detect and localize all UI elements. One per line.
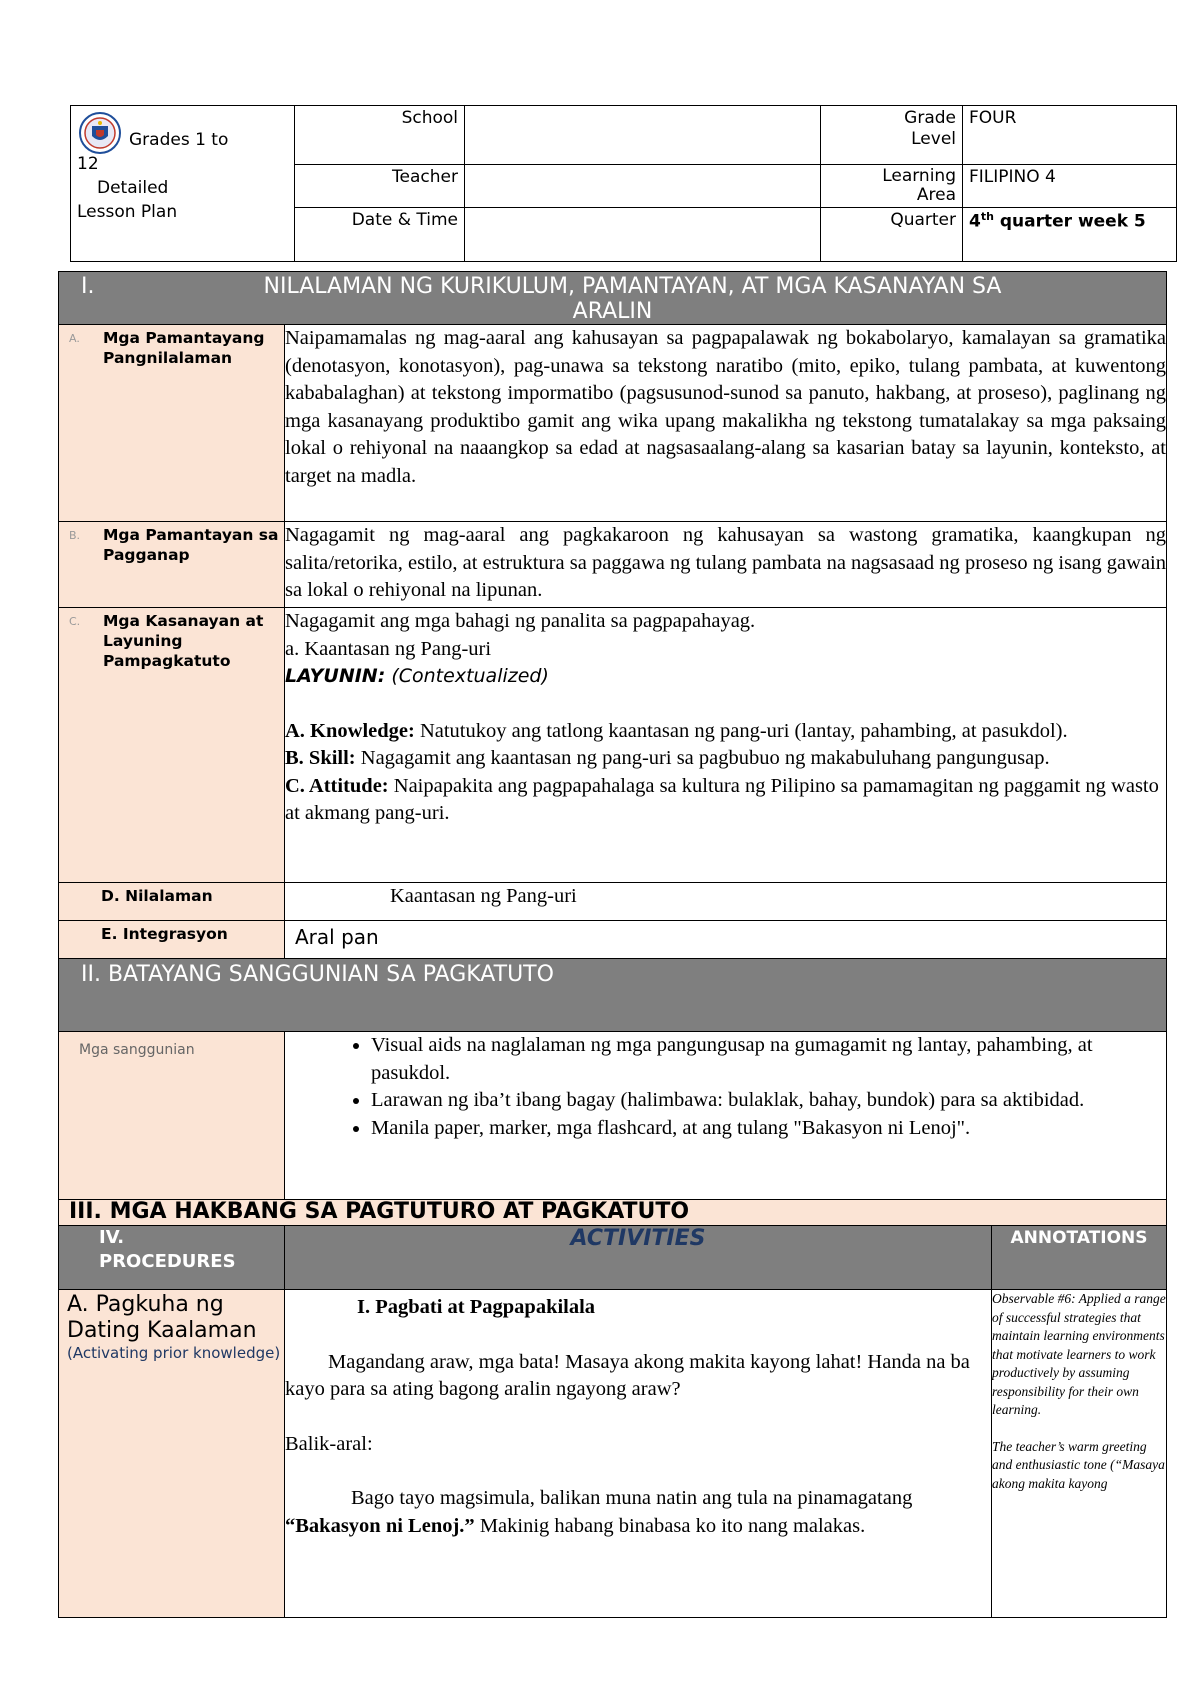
brand-line-2: 12 xyxy=(77,154,99,174)
annotation-observable: Observable #6: Applied a range of successful strategies that maintain learning environments that motivate learners to work productively by assuming responsibility for their own learning. xyxy=(992,1291,1166,1417)
date-time-label: Date & Time xyxy=(295,208,465,262)
reference-item: • Manila paper, marker, mga flashcard, at ang tulang "Bakasyon ni Lenoj". xyxy=(371,1115,1156,1143)
reference-item: • Larawan ng iba’t ibang bagay (halimbawa: bulaklak, bahay, bundok) para sa aktibidad. xyxy=(371,1087,1156,1115)
content-standards-label xyxy=(59,325,285,522)
review-text-2: Makinig habang binabasa ko ito nang malakas. xyxy=(474,1514,866,1537)
lesson-table xyxy=(58,271,1167,1618)
date-time-value xyxy=(465,208,821,262)
section-1-number: I. xyxy=(81,274,95,299)
references-list xyxy=(285,1032,1167,1200)
area-label-line-1: Learning xyxy=(882,166,956,186)
content-text: Kaantasan ng Pang-uri xyxy=(285,883,1167,921)
teacher-label: Teacher xyxy=(295,165,465,208)
learning-competencies-text xyxy=(285,608,1167,883)
learning-area-label xyxy=(821,165,963,208)
row-a-letter: A. xyxy=(69,332,80,345)
procedures-label: PROCEDURES xyxy=(99,1251,236,1272)
attitude-text: Naipapakita ang pagpapahalaga sa kultura ng Pilipino sa pamamagitan ng paggamit ng wasto at akmang pang-uri. xyxy=(285,774,1159,824)
lesson-plan-brand xyxy=(71,106,295,262)
review-text-1: Bago tayo magsimula, balikan muna natin ang tula na pinamagatang xyxy=(351,1487,913,1509)
area-label-line-2: Area xyxy=(916,185,956,205)
knowledge-text: Natutukoy ang tatlong kaantasan ng pang-uri (lantay, pahambing, at pasukdol). xyxy=(414,719,1068,742)
content-standards-text: Naipamamalas ng mag-aaral ang kahusayan sa pagpapalawak ng bokabolaryo, kamalayan sa gramatika (denotasyon, konotasyon), pag-unawa sa tekstong naratibo (mito, epiko, tulang pambata, at kuwentong kababalaghan) at tekstong impormatibo (pagsusunod-sunod sa panuto, hakbang, at proseso), paglinang ng mga kasanayang produktibo gamit ang wika upang makalikha ng tekstong tumatalakay sa mga paksaing lokal o rehiyonal na naaangkop sa edad at nagsasaalang-alang sa kasarian batay sa layunin, konteksto, at target na madla. xyxy=(285,325,1167,522)
row-b-label: Mga Pamantayan sa Pagganap xyxy=(103,526,279,564)
section-1-title-line-1 xyxy=(59,274,1166,299)
procedures-column-header xyxy=(59,1226,285,1290)
learning-area-value: FILIPINO 4 xyxy=(963,165,1177,208)
performance-standards-text: Nagagamit ng mag-aaral ang pagkakaroon ng kahusayan sa wastong gramatika, kaangkupan ng salita/retorika, estilo, at estruktura sa paggawa ng tulang pambata na nagsasaad ng proseso ng isang gawain sa lokal o rehiyonal na lipunan. xyxy=(285,522,1167,608)
procedure-a-title: A. Pagkuha ng Dating Kaalaman xyxy=(67,1292,257,1343)
brand-line-1: Grades 1 to xyxy=(129,130,229,150)
section-3-header: III. MGA HAKBANG SA PAGTUTURO AT PAGKATUTO xyxy=(59,1200,1167,1226)
greeting-title: I. Pagbati at Pagpapakilala xyxy=(357,1296,596,1318)
section-1-title-line-2: ARALIN xyxy=(572,299,653,324)
poem-title: “Bakasyon ni Lenoj.” xyxy=(285,1514,475,1537)
grade-label-line-1: Grade xyxy=(904,108,956,128)
content-label xyxy=(59,883,285,921)
procedure-a-activity xyxy=(285,1290,992,1618)
deped-seal-icon xyxy=(79,112,121,154)
brand-line-3: Detailed xyxy=(97,178,169,198)
row-c-letter: C. xyxy=(69,615,81,628)
review-label: Balik-aral: xyxy=(285,1432,373,1455)
section-2-header: II. BATAYANG SANGGUNIAN SA PAGKATUTO xyxy=(59,959,1167,1032)
performance-standards-label xyxy=(59,522,285,608)
competency-sub: a. Kaantasan ng Pang-uri xyxy=(285,637,492,660)
procedure-a-annotation xyxy=(992,1290,1167,1618)
reference-item: • Visual aids na naglalaman ng mga pangungusap na gumagamit ng lantay, pahambing, at pasukdol. xyxy=(371,1032,1156,1087)
procedures-num: IV. xyxy=(99,1227,125,1248)
quarter-suffix: th xyxy=(980,210,994,223)
skill-label: B. Skill: xyxy=(285,747,356,769)
attitude-objective xyxy=(285,773,1166,828)
objectives-label: LAYUNIN: xyxy=(285,665,386,687)
header-table xyxy=(70,105,1177,262)
attitude-label: C. Attitude: xyxy=(285,774,389,797)
objectives-context: (Contextualized) xyxy=(385,665,549,687)
section-1-header xyxy=(59,272,1167,325)
row-d-label: D. Nilalaman xyxy=(101,887,213,905)
references-bullets xyxy=(285,1032,1166,1142)
annotations-column-header: ANNOTATIONS xyxy=(992,1226,1167,1290)
grade-level-value: FOUR xyxy=(963,106,1177,165)
review-text xyxy=(285,1485,991,1540)
knowledge-label: A. Knowledge: xyxy=(285,719,415,742)
teacher-value xyxy=(465,165,821,208)
row-e-label: E. Integrasyon xyxy=(101,925,228,943)
school-value xyxy=(465,106,821,165)
knowledge-objective xyxy=(285,718,1166,746)
procedure-a-cell xyxy=(59,1290,285,1618)
activities-column-header: ACTIVITIES xyxy=(285,1226,992,1290)
skill-text: Nagagamit ang kaantasan ng pang-uri sa pagbubuo ng makabuluhang pangungusap. xyxy=(355,747,1050,769)
skill-objective xyxy=(285,745,1166,773)
grade-level-label xyxy=(821,106,963,165)
quarter-value xyxy=(963,208,1177,262)
references-label: Mga sanggunian xyxy=(59,1032,285,1200)
section-1-title: NILALAMAN NG KURIKULUM, PAMANTAYAN, AT MGA KASANAYAN SA xyxy=(263,274,1002,299)
row-a-label: Mga Pamantayang Pangnilalaman xyxy=(103,329,265,367)
integration-text: Aral pan xyxy=(285,921,1167,959)
procedure-a-subtitle: (Activating prior knowledge) xyxy=(67,1344,281,1362)
learning-competencies-label xyxy=(59,608,285,883)
objectives-heading xyxy=(285,663,1166,691)
brand-line-4: Lesson Plan xyxy=(77,202,178,222)
row-c-label: Mga Kasanayan at Layuning Pampagkatuto xyxy=(103,612,264,670)
quarter-label: Quarter xyxy=(821,208,963,262)
competency-line: Nagagamit ang mga bahagi ng panalita sa pagpapahayag. xyxy=(285,610,756,632)
annotation-teacher-greeting: The teacher’s warm greeting and enthusiastic tone (“Masaya akong makita kayong xyxy=(992,1438,1165,1491)
school-label: School xyxy=(295,106,465,165)
quarter-text: quarter week 5 xyxy=(993,211,1146,232)
greeting-text: Magandang araw, mga bata! Masaya akong makita kayong lahat! Handa na ba kayo para sa ating bagong aralin ngayong araw? xyxy=(285,1350,970,1400)
quarter-number: 4 xyxy=(969,211,981,232)
integration-label xyxy=(59,921,285,959)
row-b-letter: B. xyxy=(69,529,81,542)
grade-label-line-2: Level xyxy=(911,129,956,149)
